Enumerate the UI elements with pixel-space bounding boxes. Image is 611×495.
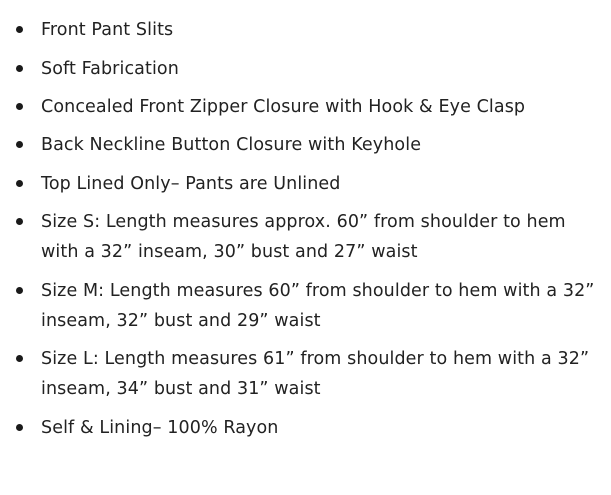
bullet-icon	[16, 141, 23, 148]
bullet-icon	[16, 218, 23, 225]
list-item-text: Concealed Front Zipper Closure with Hook & Eye Clasp	[41, 97, 526, 117]
list-item-size-l	[0, 343, 611, 407]
bullet-icon	[16, 355, 23, 362]
list-item-text: Front Pant Slits	[41, 20, 174, 40]
list-item-zipper-closure	[0, 91, 611, 123]
bullet-icon	[16, 103, 23, 110]
list-item-text: Size L: Length measures 61” from shoulder to hem with a 32” inseam, 34” bust and 31” waist	[41, 349, 590, 399]
list-item-size-s	[0, 206, 611, 270]
list-item-text: Soft Fabrication	[41, 59, 179, 79]
list-item-front-pant-slits	[0, 14, 611, 46]
list-item-text: Back Neckline Button Closure with Keyhole	[41, 135, 422, 155]
list-item-text: Top Lined Only– Pants are Unlined	[41, 174, 341, 194]
list-item-text: Self & Lining– 100% Rayon	[41, 418, 279, 438]
bullet-icon	[16, 287, 23, 294]
list-item-text: Size S: Length measures approx. 60” from shoulder to hem with a 32” inseam, 30” bust and 27” waist	[41, 212, 566, 262]
bullet-icon	[16, 26, 23, 33]
list-item-size-m	[0, 275, 611, 339]
list-item-lining	[0, 168, 611, 200]
list-item-material	[0, 412, 611, 444]
bullet-icon	[16, 424, 23, 431]
bullet-icon	[16, 180, 23, 187]
list-item-button-closure	[0, 129, 611, 161]
list-item-text: Size M: Length measures 60” from shoulder to hem with a 32” inseam, 32” bust and 29” waist	[41, 281, 595, 331]
list-item-soft-fabrication	[0, 53, 611, 85]
bullet-icon	[16, 65, 23, 72]
